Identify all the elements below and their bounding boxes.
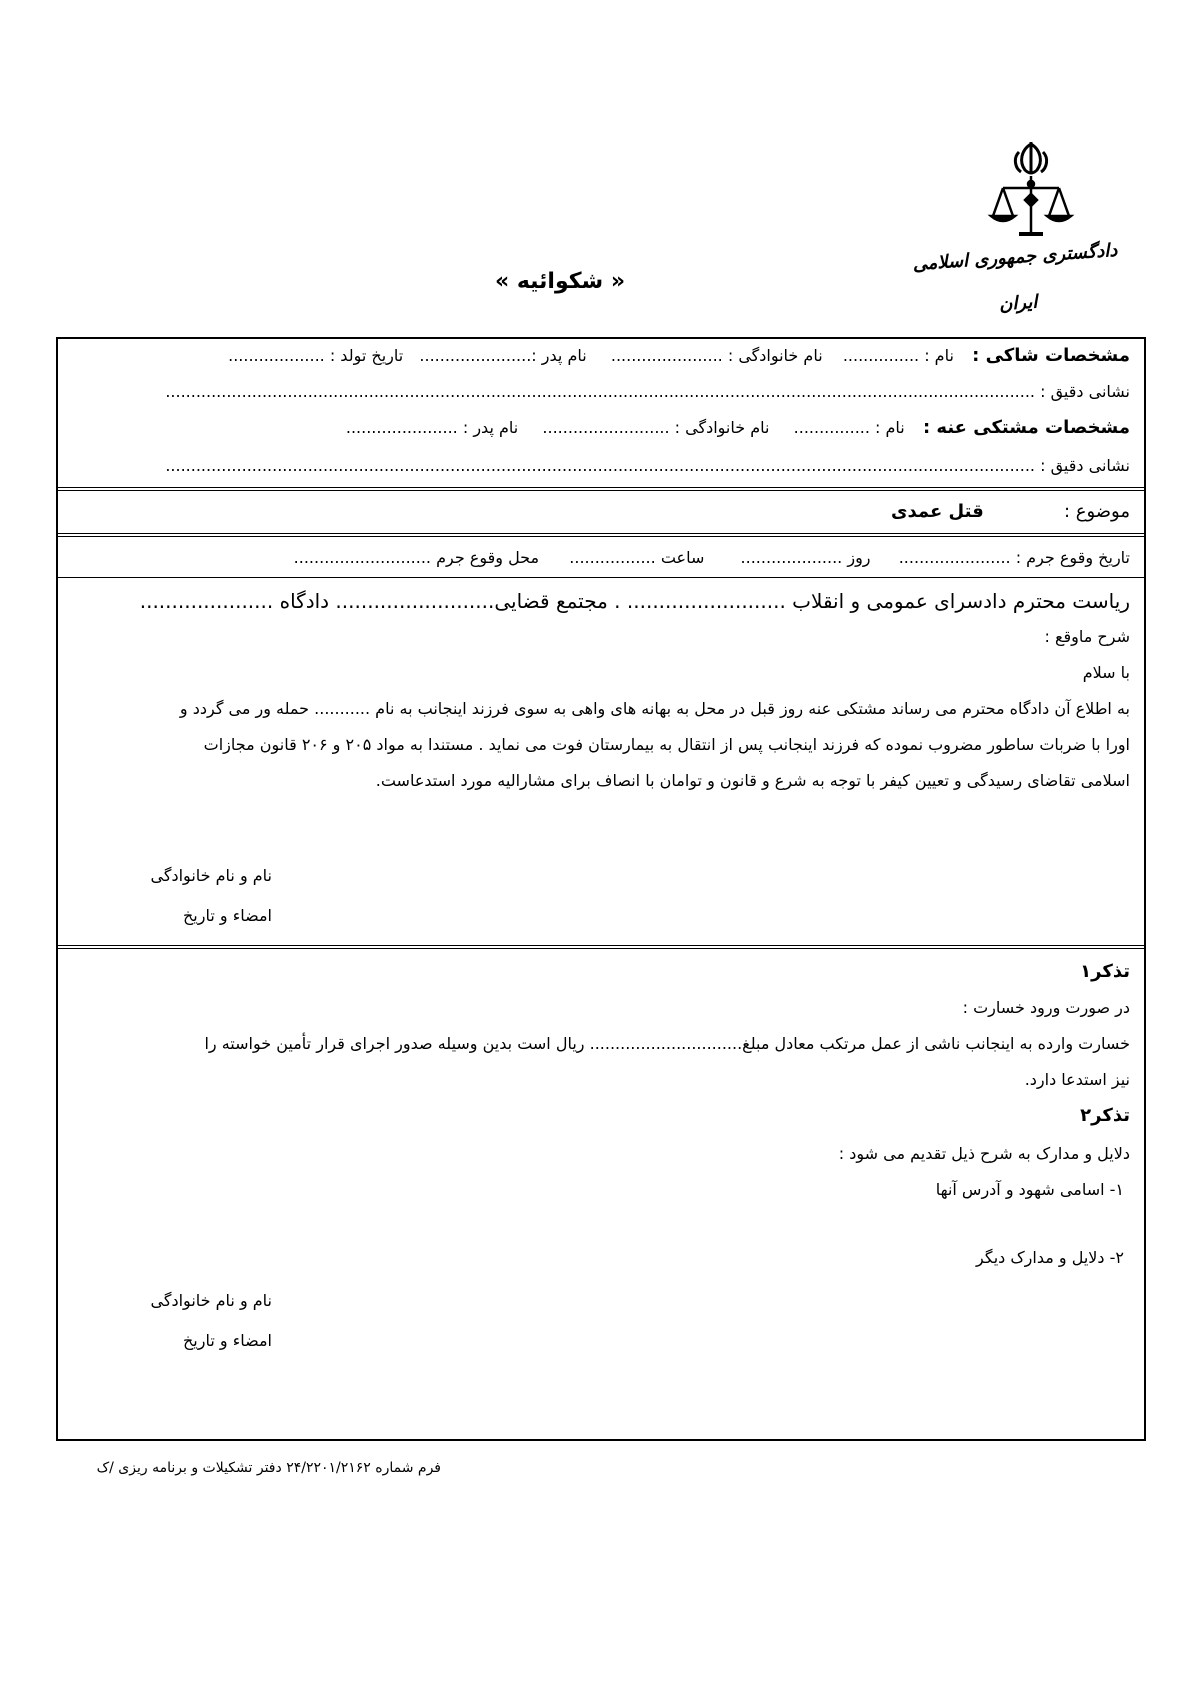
complaint-form [56,337,1146,1441]
crime-time-field[interactable]: ساعت ................. [569,548,705,567]
document-title: « شکوائیه » [494,269,626,294]
court-address-line: ریاست محترم دادسرای عمومی و انقلاب ......................... . مجتمع قضایی......................... دادگاه ..................... [139,589,1130,613]
crime-day-field[interactable]: روز .................... [740,548,871,567]
subject-section [58,487,1144,533]
signature-name-label: نام و نام خانوادگی [150,866,272,885]
plaintiff-label: مشخصات شاکی : [972,345,1130,366]
signature-date-label: امضاء و تاریخ [182,1331,272,1350]
subject-value: قتل عمدی [891,501,984,522]
defendant-family-field[interactable]: نام خانوادگی : ......................... [542,418,770,437]
evidence-item-2: ۲- دلایل و مدارک دیگر [976,1248,1124,1267]
crime-place-field[interactable]: محل وقوع جرم ........................... [293,548,540,567]
description-section [58,577,1144,945]
signature-date-label: امضاء و تاریخ [182,906,272,925]
crime-info-row [72,543,1130,573]
plaintiff-father-field[interactable]: نام پدر :...................... [419,346,587,365]
form-number: فرم شماره ۲۴/۲۲۰۱/۲۱۶۲ دفتر تشکیلات و برنامه ریزی /ک [96,1460,441,1476]
greeting: با سلام [1082,663,1130,682]
parties-section [58,339,1144,487]
subject-label: موضوع : [1063,501,1130,522]
note2-line-1: دلایل و مدارک به شرح ذیل تقدیم می شود : [838,1144,1130,1163]
signature-name-label: نام و نام خانوادگی [150,1291,272,1310]
subject-row [72,497,1130,527]
signature-block-2 [72,1281,272,1361]
notes-section [58,945,1144,1439]
iran-judiciary-emblem-icon [985,140,1077,240]
crime-date-field[interactable]: تاریخ وقوع جرم : ...................... [898,548,1130,567]
crime-info-section [58,533,1144,577]
defendant-label: مشخصات مشتکی عنه : [922,417,1130,438]
defendant-name-field[interactable]: نام : ............... [793,418,905,437]
plaintiff-name-field[interactable]: نام : ............... [842,346,954,365]
note1-title: تذکر۱ [1080,961,1130,982]
description-paragraph-2: اورا با ضربات ساطور مضروب نموده که فرزند اینجانب پس از انتقال به بیمارستان فوت می نماید . مستندا به مواد ۲۰۵ و ۲۰۶ قانون مجازات [203,735,1130,754]
defendant-address-field[interactable]: نشانی دقیق : ........................................................................................................................................................................... [165,456,1130,475]
plaintiff-address-field[interactable]: نشانی دقیق : ........................................................................................................................................................................... [165,382,1130,401]
defendant-row-1 [72,413,1130,443]
defendant-father-field[interactable]: نام پدر : ...................... [345,418,519,437]
description-paragraph-1: به اطلاع آن دادگاه محترم می رساند مشتکی عنه روز قبل در محل به بهانه های واهی به سوی فرزند اینجانب به نام ........... حمله ور می گردد و [179,699,1130,718]
note1-line-1: در صورت ورود خسارت : [962,998,1130,1017]
note1-line-2: خسارت وارده به اینجانب ناشی از عمل مرتکب معادل مبلغ.............................. ریال است بدین وسیله صدور اجرای قرار تأمین خواسته را [204,1034,1130,1053]
description-paragraph-3: اسلامی تقاضای رسیدگی و تعیین کیفر با توجه به شرع و قانون و توامان با انصاف برای مشارالیه مورد استدعاست. [375,771,1130,790]
organization-name: دادگستری جمهوری اسلامی ایران [911,239,1118,316]
note1-line-3: نیز استدعا دارد. [1024,1070,1130,1089]
note2-title: تذکر۲ [1080,1105,1130,1126]
plaintiff-birth-field[interactable]: تاریخ تولد : ................... [228,346,404,365]
description-label: شرح ماوقع : [1044,627,1130,646]
plaintiff-family-field[interactable]: نام خانوادگی : ...................... [610,346,823,365]
signature-block-1 [72,856,272,936]
plaintiff-row-1 [72,341,1130,371]
evidence-item-1: ۱- اسامی شهود و آدرس آنها [935,1180,1124,1199]
